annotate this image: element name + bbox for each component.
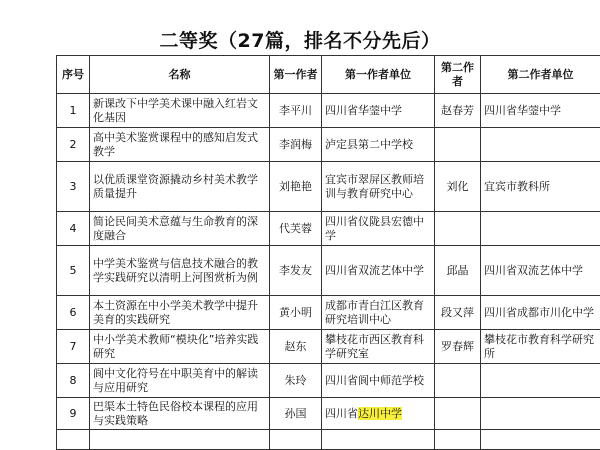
cell-no: 4 (57, 212, 90, 246)
cell-unit2: 四川省成都市川化中学 (481, 296, 600, 330)
cell-unit1: 泸定县第二中学校 (322, 128, 435, 162)
cell-empty (57, 430, 90, 450)
cell-author1: 赵东 (270, 330, 322, 364)
cell-author2 (435, 212, 481, 246)
header-unit1: 第一作者单位 (322, 56, 435, 94)
cell-unit1: 四川省阆中师范学校 (322, 364, 435, 398)
cell-unit1: 宜宾市翠屏区教师培训与教育研究中心 (322, 162, 435, 212)
cell-empty (322, 430, 435, 450)
header-unit2: 第二作者单位 (481, 56, 600, 94)
table-row (57, 364, 600, 398)
cell-author2 (435, 128, 481, 162)
cell-author2 (435, 364, 481, 398)
table-row (57, 162, 600, 212)
cell-unit1: 四川省仪陇县宏德中学 (322, 212, 435, 246)
cell-unit2: 攀枝花市教育科学研究所 (481, 330, 600, 364)
cell-author2: 罗春辉 (435, 330, 481, 364)
cell-name: 以优质课堂资源撬动乡村美术教学质量提升 (90, 162, 270, 212)
cell-name: 巴渠本土特色民俗校本课程的应用与实践策略 (90, 398, 270, 430)
cell-author2: 邱晶 (435, 246, 481, 296)
header-row (57, 56, 600, 94)
cell-no: 8 (57, 364, 90, 398)
cell-unit2 (481, 128, 600, 162)
highlighted-unit-text: 达川中学 (358, 407, 402, 420)
cell-unit1: 四川省华蓥中学 (322, 94, 435, 128)
cell-author1: 刘艳艳 (270, 162, 322, 212)
cell-unit1 (322, 398, 435, 430)
cell-author1: 李平川 (270, 94, 322, 128)
cell-author1: 李发友 (270, 246, 322, 296)
cell-unit2: 四川省华蓥中学 (481, 94, 600, 128)
cell-author1: 朱玲 (270, 364, 322, 398)
cell-author1: 李润梅 (270, 128, 322, 162)
cell-no: 1 (57, 94, 90, 128)
cell-no: 3 (57, 162, 90, 212)
cell-no: 9 (57, 398, 90, 430)
cell-author1: 代芙蓉 (270, 212, 322, 246)
cell-name: 新课改下中学美术课中融入红岩文化基因 (90, 94, 270, 128)
cell-unit2 (481, 212, 600, 246)
cell-unit1: 四川省双流艺体中学 (322, 246, 435, 296)
cell-unit2 (481, 364, 600, 398)
cell-author2: 段又萍 (435, 296, 481, 330)
table-row-partial (57, 430, 600, 450)
cell-empty (435, 430, 481, 450)
cell-name: 本土资源在中小学美术教学中提升美育的实践研究 (90, 296, 270, 330)
cell-author1: 黄小明 (270, 296, 322, 330)
cell-author2 (435, 398, 481, 430)
cell-unit2 (481, 398, 600, 430)
cell-unit2: 四川省双流艺体中学 (481, 246, 600, 296)
table-row (57, 296, 600, 330)
cell-name: 中小学美术教师“模块化”培养实践研究 (90, 330, 270, 364)
cell-empty (270, 430, 322, 450)
cell-unit1: 攀枝花市西区教育科学研究室 (322, 330, 435, 364)
cell-unit1: 成都市青白江区教育研究培训中心 (322, 296, 435, 330)
header-author2: 第二作者 (435, 56, 481, 94)
unit-text: 四川省 (325, 407, 358, 420)
header-author1: 第一作者 (270, 56, 322, 94)
table-row (57, 128, 600, 162)
cell-author1: 孙国 (270, 398, 322, 430)
page-title: 二等奖（27篇，排名不分先后） (0, 26, 600, 53)
header-name: 名称 (90, 56, 270, 94)
cell-name: 阆中文化符号在中职美育中的解读与应用研究 (90, 364, 270, 398)
cell-no: 7 (57, 330, 90, 364)
cell-author2: 赵春芳 (435, 94, 481, 128)
cell-no: 6 (57, 296, 90, 330)
table-row (57, 246, 600, 296)
table-row (57, 330, 600, 364)
table-row (57, 398, 600, 430)
cell-name: 高中美术鉴赏课程中的感知启发式教学 (90, 128, 270, 162)
cell-author2: 刘化 (435, 162, 481, 212)
award-table (56, 55, 600, 450)
cell-name: 中学美术鉴赏与信息技术融合的教学实践研究以清明上河图赏析为例 (90, 246, 270, 296)
cell-unit2: 宜宾市教科所 (481, 162, 600, 212)
cell-no: 5 (57, 246, 90, 296)
header-no: 序号 (57, 56, 90, 94)
table-row (57, 94, 600, 128)
cell-no: 2 (57, 128, 90, 162)
cell-empty (481, 430, 600, 450)
table-row (57, 212, 600, 246)
cell-empty (90, 430, 270, 450)
cell-name: 简论民间美术意蕴与生命教育的深度融合 (90, 212, 270, 246)
